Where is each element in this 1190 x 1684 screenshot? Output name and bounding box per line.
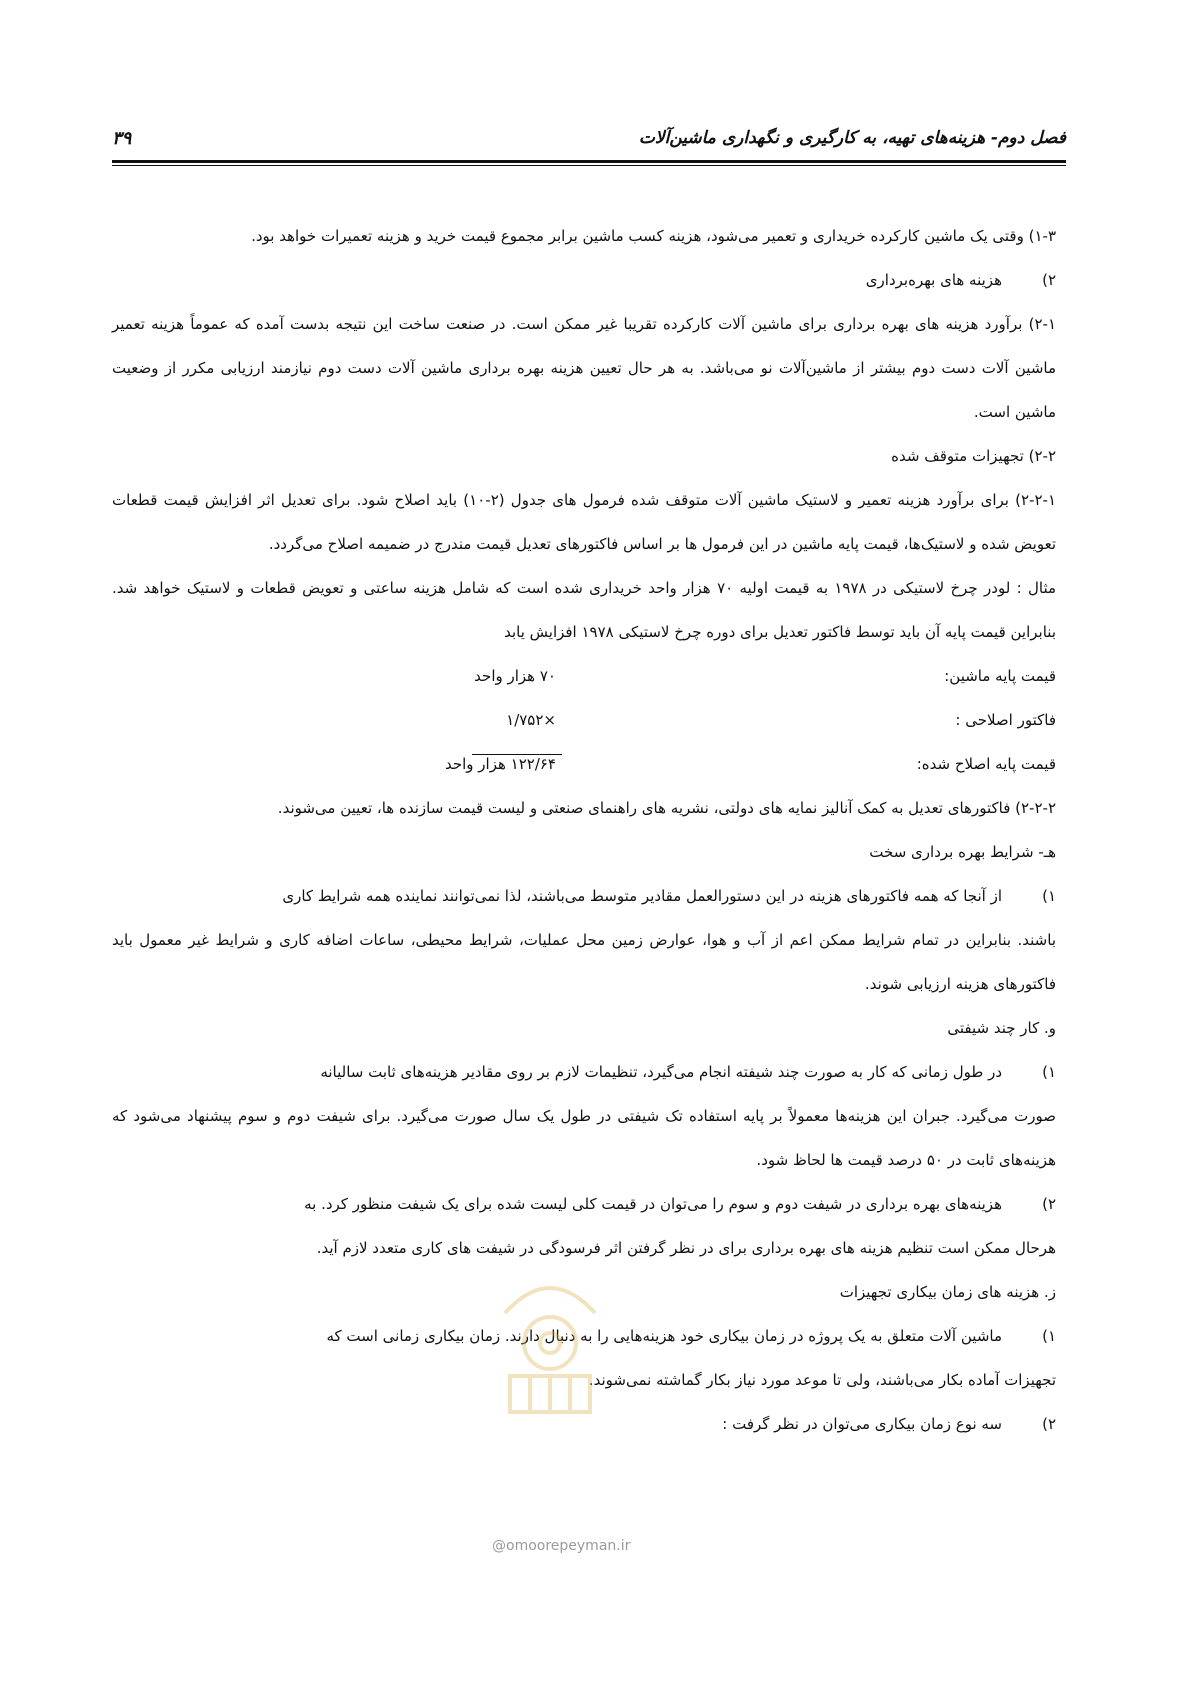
calc-row-base-price	[112, 654, 1056, 698]
section-heading-z: ز. هزینه های زمان بیکاری تجهیزات	[839, 1283, 1056, 1301]
example-paragraph: مثال : لودر چرخ لاستیکی در ۱۹۷۸ به قیمت اولیه ۷۰ هزار واحد خریداری شده است که شامل هزینه ساعتی و تعویض قطعات و لاستیک خواهد شد. بنابراین قیمت پایه آن باید توسط فاکتور تعدیل برای دوره چرخ لاستیکی ۱۹۷۸ افزایش یابد	[112, 579, 1057, 641]
paragraph-2-1: ۲-۱) برآورد هزینه های بهره برداری برای ماشین آلات کارکرده تقریبا غیر ممکن است. در صنعت ساخت این نتیجه بدست آمده که عموماً هزینه تعمیر ماشین آلات دست دوم بیشتر از ماشین‌آلات نو می‌باشد. به هر حال تعیین هزینه بهره برداری ماشین آلات دست دوم نیازمند ارزیابی مکرر از وضعیت ماشین است.	[112, 315, 1056, 421]
watermark-text: @omoorepeyman.ir	[492, 1538, 631, 1554]
item-v2	[112, 1182, 1056, 1226]
item-number: ۲)	[1042, 1195, 1056, 1213]
item-number: ۱)	[1042, 1327, 1056, 1345]
item-v2-continuation: هرحال ممکن است تنظیم هزینه های بهره برداری برای در نظر گرفتن اثر فرسودگی در شیفت های کاری متعدد لازم آید.	[316, 1239, 1056, 1257]
paragraph-2-2-1: ۲-۲-۱) برای برآورد هزینه تعمیر و لاستیک ماشین آلات متوقف شده فرمول های جدول (۲-۱۰) باید اصلاح شود. برای تعدیل اثر افزایش قیمت قطعات تعویض شده و لاستیک‌ها، قیمت پایه ماشین در این فرمول ها بر اساس فاکتورهای تعدیل قیمت مندرج در ضمیمه اصلاح می‌گردد.	[112, 491, 1056, 553]
calc-row-factor	[112, 698, 1056, 742]
calc-label: قیمت پایه اصلاح شده:	[916, 755, 1056, 773]
header-rule-thick	[112, 160, 1066, 163]
chapter-title: فصل دوم- هزینه‌های تهیه، به کارگیری و نگهداری ماشین‌آلات	[638, 128, 1066, 148]
paragraph-2-2: ۲-۲) تجهیزات متوقف شده	[891, 447, 1056, 465]
calc-value: ×۱/۷۵۲	[506, 711, 556, 729]
section-heading-h: هـ- شرایط بهره برداری سخت	[869, 843, 1056, 861]
calc-value: ۷۰ هزار واحد	[474, 667, 556, 685]
watermark-logo-icon	[490, 1258, 610, 1428]
item-number: ۲)	[1042, 1415, 1056, 1433]
item-text: هزینه های بهره‌برداری	[865, 271, 1002, 289]
calc-value: ۱۲۲/۶۴ هزار واحد	[444, 755, 556, 773]
item-number: ۲)	[1042, 271, 1056, 289]
item-z1-continuation: تجهیزات آماده بکار می‌باشند، ولی تا موعد مورد نیاز بکار گماشته نمی‌شوند.	[588, 1371, 1056, 1389]
item-text: هزینه‌های بهره برداری در شیفت دوم و سوم را می‌توان در قیمت کلی لیست شده برای یک شیفت منظور کرد. به	[304, 1195, 1002, 1213]
item-v1-continuation: صورت می‌گیرد. جبران این هزینه‌ها معمولاً بر پایه استفاده تک شیفتی در طول یک سال صورت می‌گیرد. برای شیفت دوم و سوم پیشنهاد می‌شود که هزینه‌های ثابت در ۵۰ درصد قیمت ها لحاظ شود.	[112, 1107, 1056, 1169]
item-h1	[112, 874, 1056, 918]
paragraph-2-2-2: ۲-۲-۲) فاکتورهای تعدیل به کمک آنالیز نمایه های دولتی، نشریه های راهنمای صنعتی و لیست قیمت سازنده ها، تعیین می‌شوند.	[277, 799, 1056, 817]
item-v1	[112, 1050, 1056, 1094]
calc-label: فاکتور اصلاحی :	[955, 711, 1056, 729]
item-text: در طول زمانی که کار به صورت چند شیفته انجام می‌گیرد، تنظیمات لازم بر روی مقادیر هزینه‌های ثابت سالیانه	[320, 1063, 1002, 1081]
page-header	[112, 128, 1066, 158]
page-number: ۳۹	[112, 128, 132, 149]
item-text: از آنجا که همه فاکتورهای هزینه در این دستورالعمل مقادیر متوسط می‌باشند، لذا نمی‌توانند نماینده همه شرایط کاری	[282, 887, 1002, 905]
item-number: ۱)	[1042, 1063, 1056, 1081]
item-2	[112, 258, 1056, 302]
item-text: ماشین آلات متعلق به یک پروژه در زمان بیکاری خود هزینه‌هایی را به دنبال دارند. زمان بیکاری زمانی است که	[326, 1327, 1002, 1345]
section-heading-v: و. کار چند شیفتی	[947, 1019, 1056, 1037]
item-number: ۱)	[1042, 887, 1056, 905]
calc-row-result	[112, 742, 1056, 786]
paragraph-1-3: ۱-۳) وقتی یک ماشین کارکرده خریداری و تعمیر می‌شود، هزینه کسب ماشین برابر مجموع قیمت خرید و هزینه تعمیرات خواهد بود.	[251, 227, 1056, 245]
item-h1-continuation: باشند. بنابراین در تمام شرایط ممکن اعم از آب و هوا، عوارض زمین محل عملیات، شرایط محیطی، ساعات اضافه کاری و شرایط غیر معمول باید فاکتورهای هزینه ارزیابی شوند.	[112, 931, 1056, 993]
calc-label: قیمت پایه ماشین:	[944, 667, 1056, 685]
item-text: سه نوع زمان بیکاری می‌توان در نظر گرفت :	[722, 1415, 1002, 1433]
header-rule-thin	[112, 165, 1066, 166]
